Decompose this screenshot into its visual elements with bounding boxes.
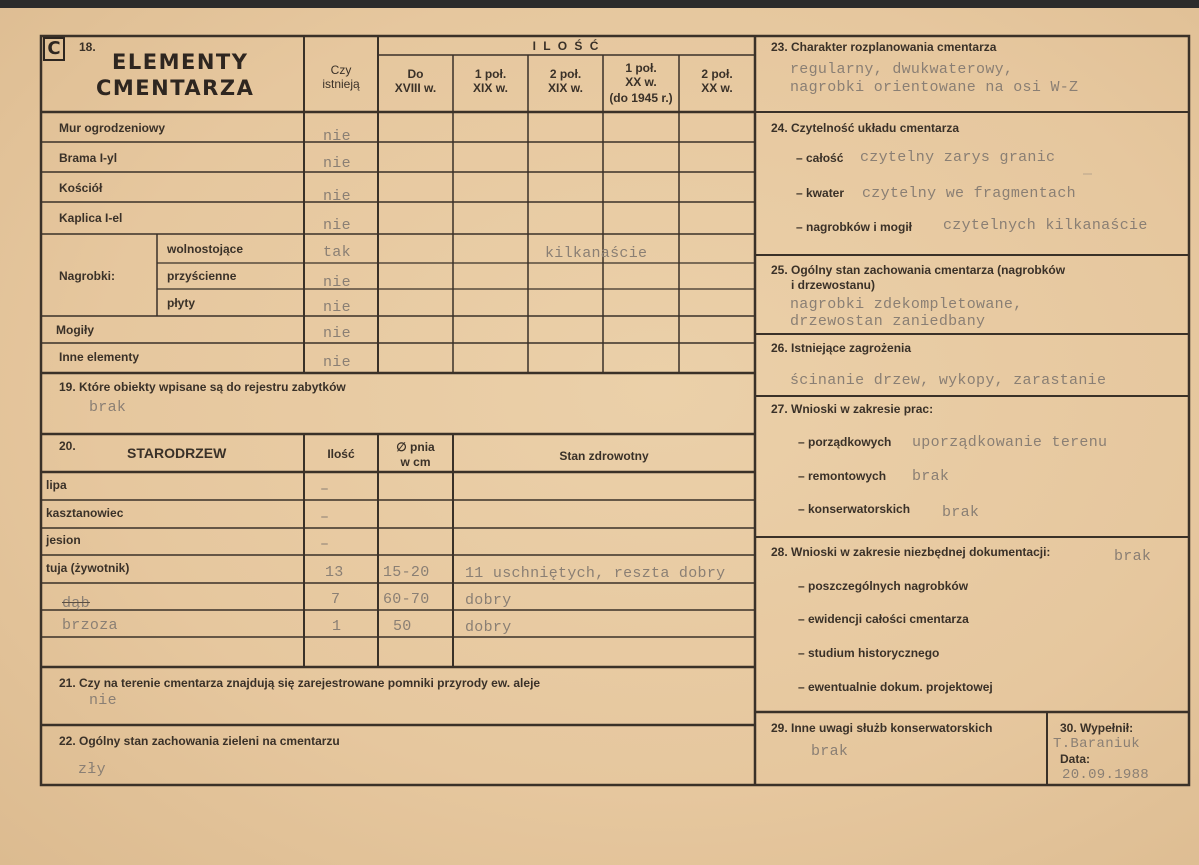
work-cleanup-label: – porządkowych [798,435,892,449]
legibility-graves-value: czytelnych kilkanaście [943,217,1148,234]
row-value-church: nie [323,188,351,205]
section-29-value: brak [811,743,849,760]
col-period-4-line3: (do 1945 r.) [609,91,673,105]
col-period-2-line2: XIX w. [473,81,508,95]
section-23-line1: regularny, dwukwaterowy, [790,61,1014,78]
row-label-wall-mounted: przyścienne [167,269,237,283]
col-period-1-line2: XVIII w. [394,81,437,95]
section-26-label: 26. Istniejące zagrożenia [771,341,912,355]
legibility-whole-label: – całość [796,151,844,165]
row-value-graves: nie [323,325,351,342]
tree-name-oak: dąb [62,595,90,612]
legibility-graves-label: – nagrobków i mogił [796,220,913,234]
row-label-slabs: płyty [167,296,196,310]
section-19-value: brak [89,399,127,416]
section-18-number: 18. [79,40,96,54]
col-exists-line1: Czy [330,63,352,77]
row-label-chapel: Kaplica I-el [59,211,123,225]
filled-date: 20.09.1988 [1062,767,1150,783]
row-label-wall: Mur ogrodzeniowy [59,121,165,135]
section-30-label: 30. Wypełnił: [1060,721,1134,735]
col-tree-health: Stan zdrowotny [559,449,649,463]
col-tree-diameter-line2: w cm [400,455,431,469]
row-label-tombstones: Nagrobki: [59,269,116,283]
section-25-label-line2: i drzewostanu) [791,278,876,292]
tree-qty-thuja: 13 [325,564,344,581]
row-label-freestanding: wolnostojące [167,242,244,256]
row-value-slabs: nie [323,299,351,316]
legibility-quarters-value: czytelny we fragmentach [862,185,1076,202]
section-26-value: ścinanie drzew, wykopy, zarastanie [790,372,1107,389]
row-value-wall: nie [323,128,351,145]
col-period-2-line1: 1 poł. [474,67,507,81]
tree-name-birch: brzoza [62,617,118,634]
tree-qty-chestnut: – [320,509,330,526]
doc-historical-label: – studium historycznego [798,646,940,660]
section-19-label: 19. Które obiekty wpisane są do rejestru zabytków [59,380,346,394]
col-tree-diameter-line1: ∅ pnia [396,440,435,454]
tree-diameter-oak: 60-70 [383,591,430,608]
work-repair-label: – remontowych [798,469,887,483]
col-period-5-line1: 2 poł. [701,67,733,81]
section-20-number: 20. [59,439,76,453]
form-letter-box: C [43,37,65,61]
row-qty-freestanding: kilkanaście [545,245,648,262]
row-label-graves: Mogiły [56,323,94,337]
row-value-freestanding: tak [323,244,351,261]
tree-name-thuja: tuja (żywotnik) [46,561,130,575]
section-25-label-line1: 25. Ogólny stan zachowania cmentarza (nagrobków [771,263,1066,277]
work-cleanup-value: uporządkowanie terenu [912,434,1108,451]
date-label: Data: [1060,752,1091,766]
section-29-label: 29. Inne uwagi służb konserwatorskich [771,721,993,735]
section-28-label: 28. Wnioski w zakresie niezbędnej dokumentacji: [771,545,1051,559]
tree-qty-linden: – [320,481,330,498]
doc-tombstones-label: – poszczególnych nagrobków [798,579,969,593]
tree-qty-oak: 7 [331,591,341,608]
section-22-label: 22. Ogólny stan zachowania zieleni na cmentarzu [59,734,340,748]
row-value-gate: nie [323,155,351,172]
section-22-value: zły [78,761,106,778]
row-label-other: Inne elementy [59,350,140,364]
col-exists-line2: istnieją [322,77,360,91]
work-conservation-label: – konserwatorskich [798,502,911,516]
tree-health-birch: dobry [465,619,512,636]
tree-qty-birch: 1 [332,618,342,635]
section-18-title-line1: ELEMENTY [112,50,249,74]
filled-by-name: T.Baraniuk [1053,736,1141,752]
tree-diameter-birch: 50 [393,618,412,635]
tree-name-ash: jesion [46,533,81,547]
section-20-title: STARODRZEW [127,445,227,461]
row-value-wall-mounted: nie [323,274,351,291]
section-24-label: 24. Czytelność układu cmentarza [771,121,960,135]
col-period-1-line1: Do [407,67,424,81]
col-period-5-line2: XX w. [701,81,733,95]
legibility-whole-value: czytelny zarys granic [860,149,1056,166]
tree-health-thuja: 11 uschniętych, reszta dobry [465,565,726,582]
section-18-title-line2: CMENTARZA [96,76,255,100]
section-28-value: brak [1114,548,1152,565]
tree-qty-ash: – [320,536,330,553]
section-21-label: 21. Czy na terenie cmentarza znajdują się zarejestrowane pomniki przyrody ew. aleje [59,676,541,690]
tree-name-linden: lipa [46,478,67,492]
legibility-quarters-label: – kwater [796,186,845,200]
row-label-gate: Brama I-yl [59,151,118,165]
col-period-3-line1: 2 poł. [549,67,582,81]
doc-project-label: – ewentualnie dokum. projektowej [798,680,993,694]
row-label-church: Kościół [59,181,103,195]
section-23-label: 23. Charakter rozplanowania cmentarza [771,40,997,54]
tree-diameter-thuja: 15-20 [383,564,430,581]
tree-health-oak: dobry [465,592,512,609]
work-conservation-value: brak [942,504,980,521]
col-period-3-line2: XIX w. [548,81,583,95]
col-tree-qty: Ilość [327,447,355,461]
tree-name-chestnut: kasztanowiec [46,506,124,520]
work-repair-value: brak [912,468,950,485]
section-25-line2: drzewostan zaniedbany [790,313,986,330]
row-value-other: nie [323,354,351,371]
section-23-line2: nagrobki orientowane na osi W-Z [790,79,1079,96]
doc-inventory-label: – ewidencji całości cmentarza [798,612,969,626]
row-value-chapel: nie [323,217,351,234]
section-27-label: 27. Wnioski w zakresie prac: [771,402,934,416]
section-25-line1: nagrobki zdekompletowane, [790,296,1023,313]
quantity-header: I L O Ś Ć [532,39,601,53]
col-period-4-line2: XX w. [625,75,657,89]
section-21-value: nie [89,692,117,709]
col-period-4-line1: 1 poł. [625,61,657,75]
